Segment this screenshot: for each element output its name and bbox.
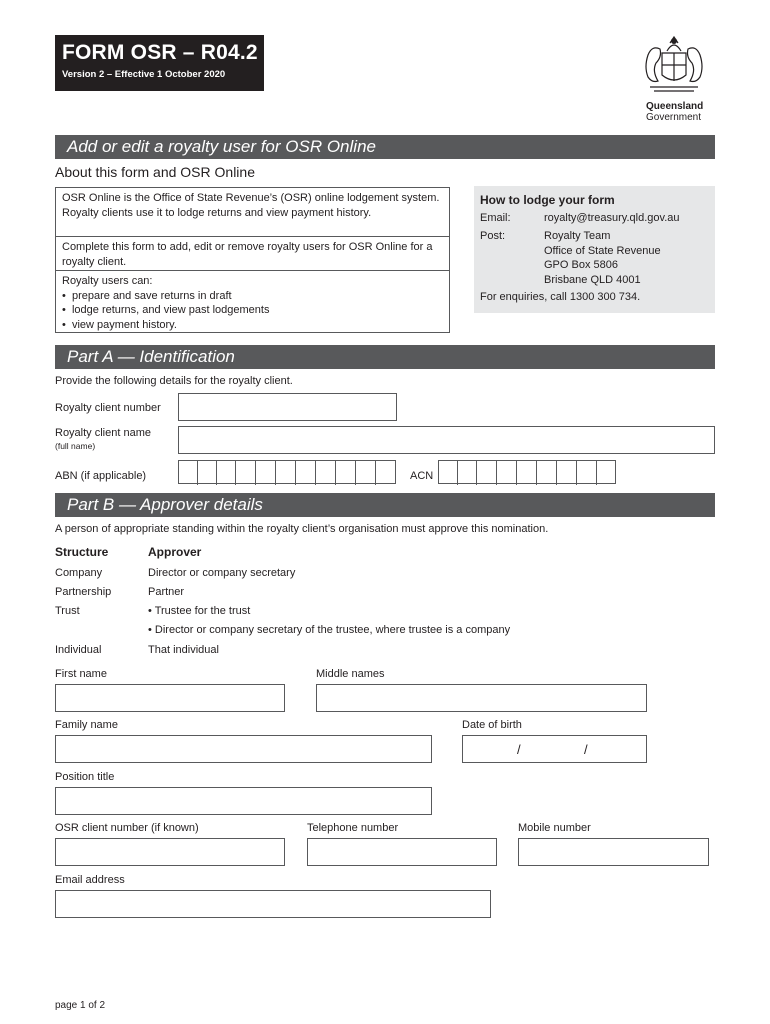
page-number: page 1 of 2 [55, 1000, 106, 1011]
first-name-label: First name [55, 668, 107, 680]
part-b-title-bar [55, 493, 715, 517]
part-a-title: Part A — Identification [67, 347, 235, 366]
dob-label: Date of birth [462, 719, 522, 731]
middle-names-label: Middle names [316, 668, 385, 680]
form-title: FORM OSR – R04.2 [62, 41, 258, 64]
family-name-label: Family name [55, 719, 118, 731]
email-address-label: Email address [55, 874, 125, 886]
lodge-heading: How to lodge your form [480, 193, 615, 207]
client-name-label: Royalty client name [55, 427, 151, 439]
dob-separator: / [584, 742, 588, 757]
client-name-field[interactable] [178, 426, 715, 454]
telephone-field[interactable] [307, 838, 497, 866]
first-name-field[interactable] [55, 684, 285, 712]
lodge-info-box [474, 186, 715, 313]
lodge-enquiries: For enquiries, call 1300 300 734. [480, 291, 641, 303]
position-title-label: Position title [55, 771, 115, 783]
dob-separator: / [517, 742, 521, 757]
about-paragraph-3: Royalty users can: • prepare and save returns in draft • lodge returns, and view past lodgements • view payment history. [55, 270, 450, 333]
lodge-post-address: Royalty Team Office of State Revenue GPO Box 5806 Brisbane QLD 4001 [544, 230, 661, 286]
structure-cell: Company [55, 567, 103, 579]
about-heading: About this form and OSR Online [55, 164, 255, 180]
acn-field[interactable] [438, 460, 616, 484]
part-b-intro: A person of appropriate standing within the royalty client’s organisation must approve this nomination. [55, 523, 549, 535]
family-name-field[interactable] [55, 735, 432, 763]
abn-field[interactable] [178, 460, 396, 484]
dob-field[interactable] [462, 735, 647, 763]
about-paragraph-2: Complete this form to add, edit or remove royalty users for OSR Online for a royalty client. [55, 236, 450, 271]
part-a-intro: Provide the following details for the royalty client. [55, 375, 293, 387]
middle-names-field[interactable] [316, 684, 647, 712]
lodge-post-label: Post: [480, 230, 506, 242]
acn-label: ACN [410, 470, 434, 482]
approver-cell: • Trustee for the trust [148, 605, 251, 617]
structure-cell: Partnership [55, 586, 112, 598]
structure-cell: Trust [55, 605, 80, 617]
lodge-email-value: royalty@treasury.qld.gov.au [544, 212, 680, 224]
list-item: • prepare and save returns in draft [62, 289, 232, 302]
email-address-field[interactable] [55, 890, 491, 918]
client-name-sublabel: (full name) [55, 441, 96, 451]
osr-client-number-field[interactable] [55, 838, 285, 866]
approver-column-header: Approver [148, 545, 202, 559]
gov-name-line1: Queensland [646, 101, 704, 112]
list-item: • view payment history. [62, 318, 177, 331]
approver-cell: Partner [148, 586, 185, 598]
client-number-label: Royalty client number [55, 402, 161, 414]
approver-cell: That individual [148, 644, 219, 656]
client-number-field[interactable] [178, 393, 397, 421]
section-title-bar [55, 135, 715, 159]
telephone-label: Telephone number [307, 822, 399, 834]
lodge-email-label: Email: [480, 212, 511, 224]
osr-client-number-label: OSR client number (if known) [55, 822, 199, 834]
list-item: • lodge returns, and view past lodgements [62, 304, 270, 316]
position-title-field[interactable] [55, 787, 432, 815]
mobile-label: Mobile number [518, 822, 591, 834]
form-title-block [55, 35, 264, 91]
part-a-title-bar [55, 345, 715, 369]
approver-cell: Director or company secretary [148, 567, 296, 579]
gov-name-line2: Government [646, 112, 702, 123]
structure-cell: Individual [55, 644, 102, 656]
queensland-crest-icon [640, 33, 708, 97]
abn-label: ABN (if applicable) [55, 470, 147, 482]
section-title: Add or edit a royalty user for OSR Online [67, 137, 376, 156]
structure-column-header: Structure [55, 545, 109, 559]
form-version: Version 2 – Effective 1 October 2020 [62, 69, 226, 80]
about-paragraph-1: OSR Online is the Office of State Revenue’s (OSR) online lodgement system. Royalty clients use it to lodge returns and view payment history. [55, 187, 450, 237]
mobile-field[interactable] [518, 838, 709, 866]
part-b-title: Part B — Approver details [67, 495, 263, 514]
approver-cell: • Director or company secretary of the trustee, where trustee is a company [148, 624, 511, 636]
